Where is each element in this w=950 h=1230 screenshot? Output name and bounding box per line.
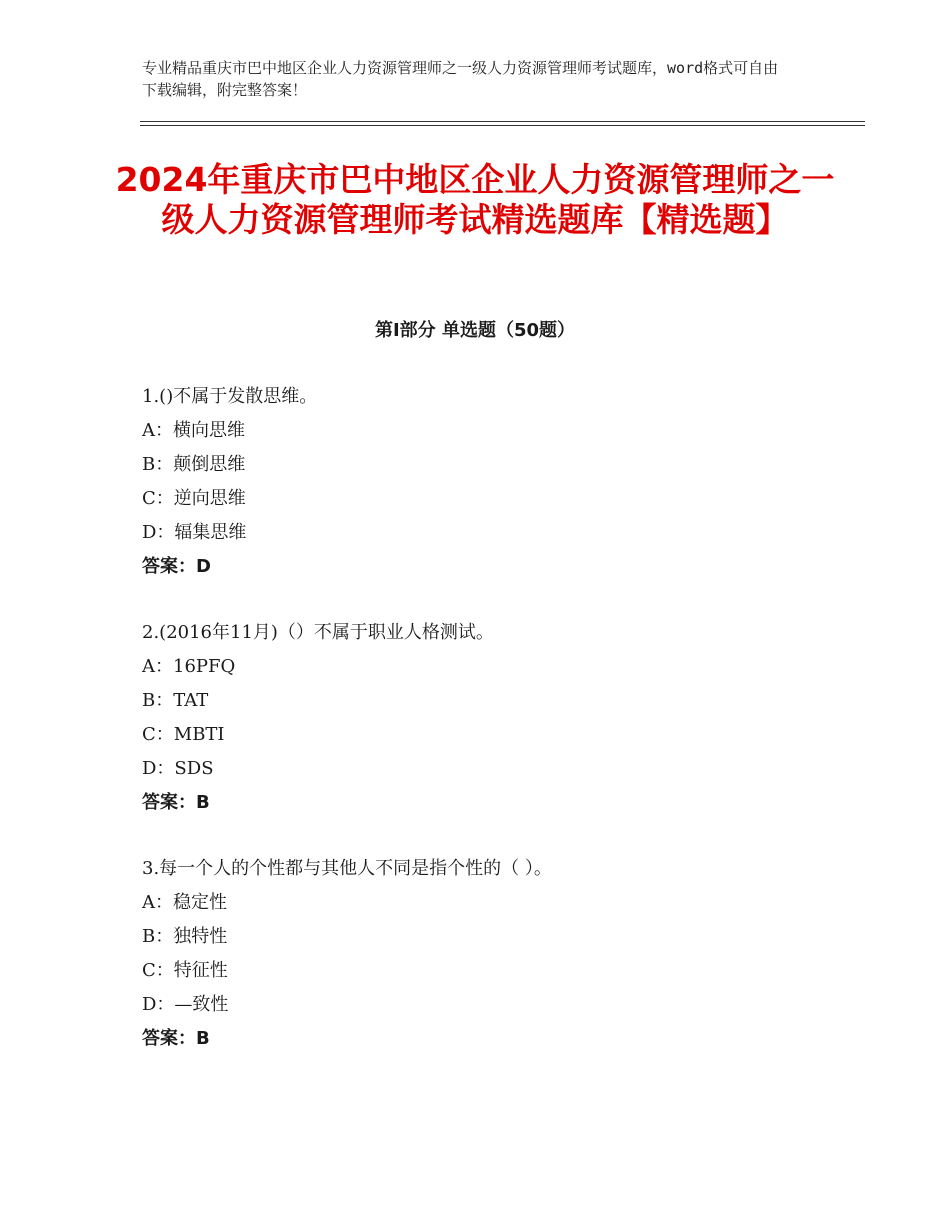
option-b: B：颠倒思维 — [142, 454, 246, 475]
section-heading: 第Ⅰ部分 单选题（50题） — [374, 320, 575, 341]
document-title: 2024年重庆市巴中地区企业人力资源管理师之一级人力资源管理师考试精选题库【精选题】 — [115, 160, 835, 239]
option-d: D：—致性 — [142, 994, 229, 1015]
option-c: C：逆向思维 — [142, 488, 246, 509]
option-c: C：MBTI — [142, 724, 225, 745]
option-c: C：特征性 — [142, 960, 228, 981]
answer: 答案：D — [142, 556, 211, 577]
question-stem: 2.(2016年11月)（）不属于职业人格测试。 — [142, 622, 494, 643]
question-2 — [142, 620, 862, 824]
question-list — [142, 384, 862, 1092]
question-3 — [142, 856, 862, 1060]
header-note: 专业精品重庆市巴中地区企业人力资源管理师之一级人力资源管理师考试题库，word格式可自由下载编辑，附完整答案！ — [142, 59, 779, 99]
question-1 — [142, 384, 862, 588]
question-stem: 3.每一个人的个性都与其他人不同是指个性的（ ）。 — [142, 858, 552, 879]
answer: 答案：B — [142, 1028, 210, 1049]
answer: 答案：B — [142, 792, 210, 813]
option-a: A：稳定性 — [142, 892, 227, 913]
option-b: B：独特性 — [142, 926, 228, 947]
option-d: D：SDS — [142, 758, 214, 779]
option-d: D：辐集思维 — [142, 522, 247, 543]
option-a: A：横向思维 — [142, 420, 245, 441]
option-a: A：16PFQ — [142, 656, 236, 677]
header-divider-bottom — [140, 125, 865, 126]
header-divider-top — [140, 121, 865, 122]
option-b: B：TAT — [142, 690, 209, 711]
question-stem: 1.()不属于发散思维。 — [142, 386, 318, 407]
